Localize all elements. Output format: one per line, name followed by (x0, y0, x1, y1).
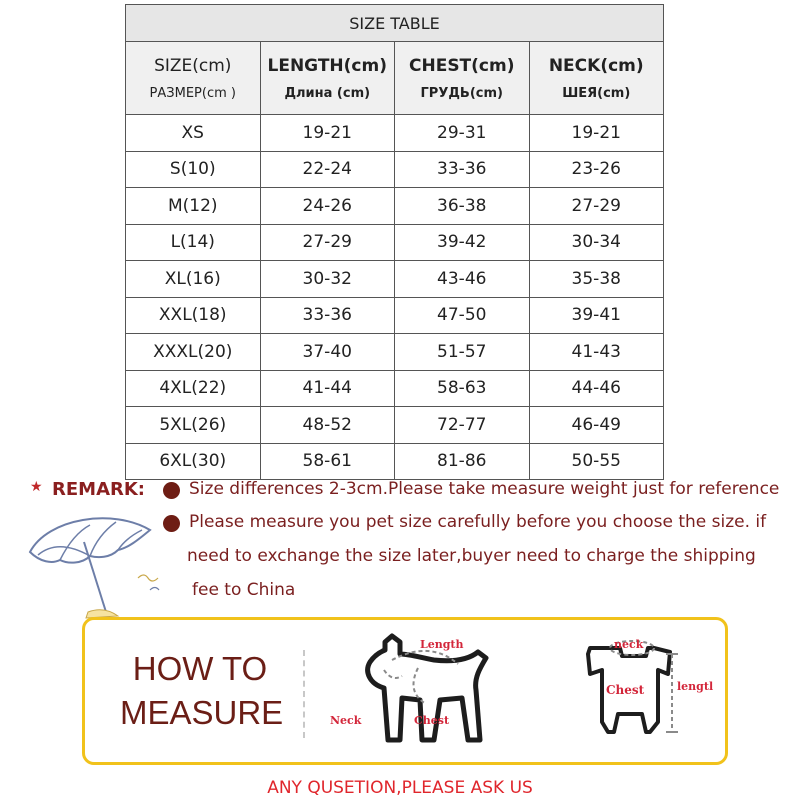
cell-size: XS (126, 115, 261, 152)
remark-line-2a: Please measure you pet size carefully before you choose the size. if (189, 512, 767, 532)
cell-chest: 39-42 (395, 224, 530, 261)
cell-chest: 47-50 (395, 297, 530, 334)
cell-neck: 46-49 (529, 407, 664, 444)
cell-neck: 30-34 (529, 224, 664, 261)
table-row (126, 188, 664, 225)
cell-chest: 81-86 (395, 443, 530, 480)
header-neck-sub: ШЕЯ(cm) (562, 85, 631, 101)
cell-neck: 44-46 (529, 370, 664, 407)
remark-line-2b: need to exchange the size later,buyer need to charge the shipping (187, 546, 756, 566)
cell-size: L(14) (126, 224, 261, 261)
cell-length: 27-29 (260, 224, 395, 261)
cell-chest: 29-31 (395, 115, 530, 152)
cell-length: 24-26 (260, 188, 395, 225)
cell-chest: 36-38 (395, 188, 530, 225)
header-size (126, 42, 261, 115)
cell-length: 19-21 (260, 115, 395, 152)
cell-length: 30-32 (260, 261, 395, 298)
cell-chest: 72-77 (395, 407, 530, 444)
cell-chest: 58-63 (395, 370, 530, 407)
cell-neck: 41-43 (529, 334, 664, 371)
cell-chest: 43-46 (395, 261, 530, 298)
cell-size: XXXL(20) (126, 334, 261, 371)
how-to-title-line2: MEASURE (120, 694, 284, 731)
cell-length: 22-24 (260, 151, 395, 188)
cell-neck: 35-38 (529, 261, 664, 298)
cell-neck: 23-26 (529, 151, 664, 188)
bullet-dot-icon (163, 482, 180, 499)
table-title: SIZE TABLE (126, 5, 664, 42)
header-size-main: SIZE(cm) (154, 55, 232, 76)
top-chest-label: Chest (606, 683, 645, 697)
how-to-measure-box (82, 617, 728, 765)
header-neck-main: NECK(cm) (548, 55, 644, 76)
cell-length: 48-52 (260, 407, 395, 444)
cell-chest: 33-36 (395, 151, 530, 188)
top-length-label: lengtl (677, 680, 714, 693)
table-row (126, 261, 664, 298)
cell-size: 6XL(30) (126, 443, 261, 480)
cell-neck: 50-55 (529, 443, 664, 480)
side-length-label: Length (420, 638, 464, 651)
cell-neck: 19-21 (529, 115, 664, 152)
header-length (260, 42, 395, 115)
cell-size: M(12) (126, 188, 261, 225)
dog-side-icon (330, 628, 500, 758)
remark-line-2c: fee to China (192, 580, 296, 600)
cell-size: 4XL(22) (126, 370, 261, 407)
cell-length: 58-61 (260, 443, 395, 480)
table-row (126, 334, 664, 371)
header-chest-sub: ГРУДЬ(cm) (420, 85, 503, 101)
remark-label: REMARK: (52, 479, 146, 500)
cell-chest: 51-57 (395, 334, 530, 371)
table-row (126, 297, 664, 334)
cell-size: S(10) (126, 151, 261, 188)
cell-size: XXL(18) (126, 297, 261, 334)
header-length-sub: Длина (cm) (284, 85, 371, 101)
size-table (125, 4, 664, 480)
table-row (126, 370, 664, 407)
table-row (126, 151, 664, 188)
cell-size: XL(16) (126, 261, 261, 298)
cell-size: 5XL(26) (126, 407, 261, 444)
top-neck-label: neck (614, 638, 644, 651)
table-row (126, 115, 664, 152)
cell-neck: 27-29 (529, 188, 664, 225)
table-row (126, 224, 664, 261)
table-header-row (126, 42, 664, 115)
star-icon: ★ (30, 478, 43, 494)
dashed-divider (303, 650, 305, 738)
header-chest (395, 42, 530, 115)
how-to-title-line1: HOW TO (132, 650, 268, 687)
remark-line-1: Size differences 2-3cm.Please take measure weight just for reference (189, 479, 780, 499)
cell-length: 41-44 (260, 370, 395, 407)
side-chest-label: Chest (414, 714, 450, 727)
table-row (126, 443, 664, 480)
header-neck (529, 42, 664, 115)
cell-length: 33-36 (260, 297, 395, 334)
dog-top-icon (550, 632, 715, 752)
table-title-row (126, 5, 664, 42)
umbrella-icon (18, 500, 168, 625)
header-size-sub: РАЗМЕР(cm ) (149, 85, 236, 101)
cell-length: 37-40 (260, 334, 395, 371)
header-length-main: LENGTH(cm) (267, 55, 387, 76)
table-row (126, 407, 664, 444)
side-neck-label: Neck (330, 714, 362, 727)
footer-contact-text: ANY QUSETION,PLEASE ASK US (267, 778, 533, 798)
cell-neck: 39-41 (529, 297, 664, 334)
header-chest-main: CHEST(cm) (409, 55, 515, 76)
